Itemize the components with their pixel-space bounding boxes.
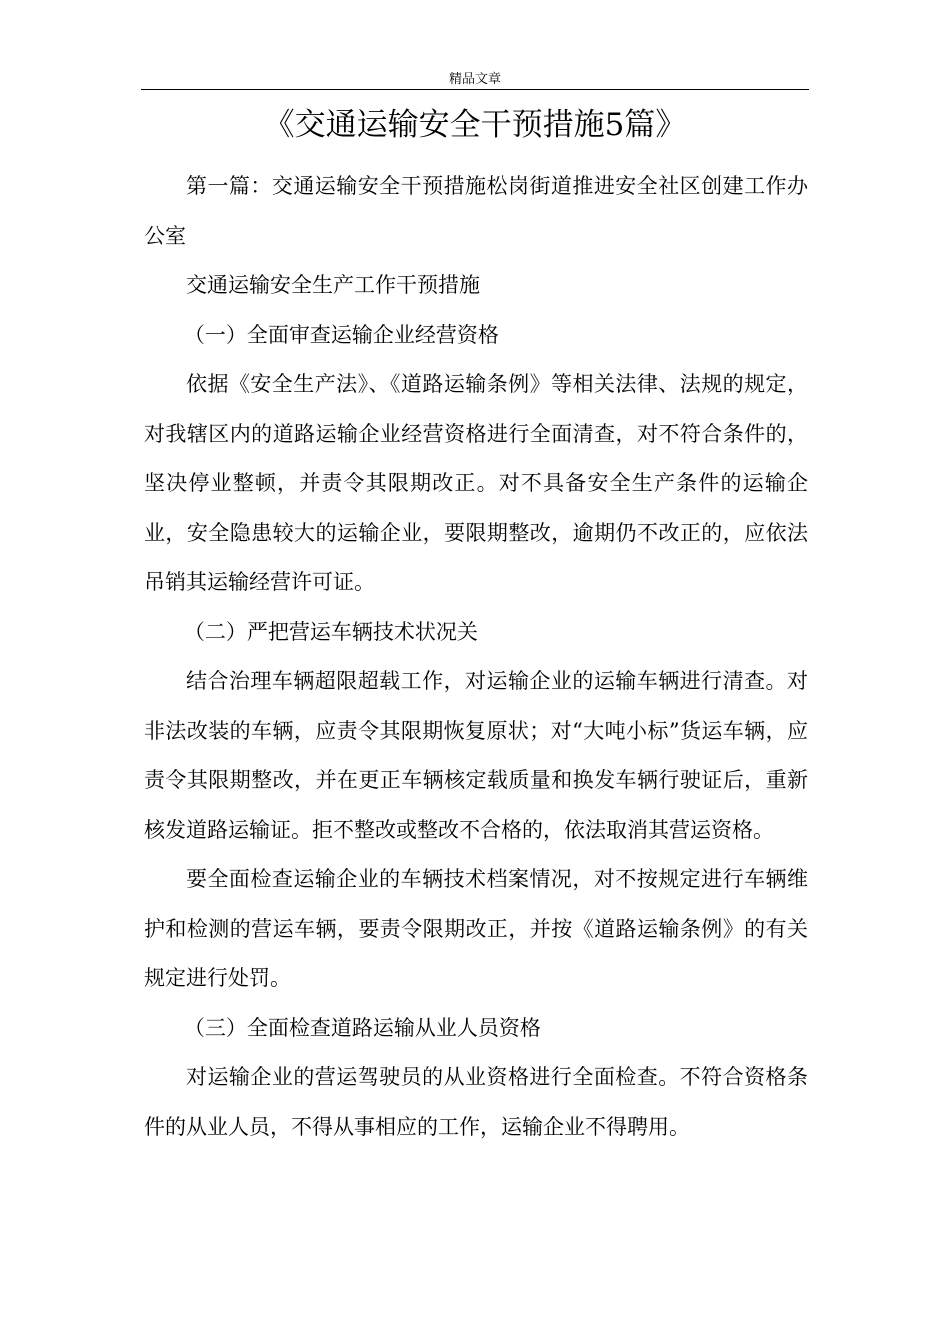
body-paragraph: 结合治理车辆超限超载工作，对运输企业的运输车辆进行清查。对非法改装的车辆，应责令其限期恢复原状；对“大吨小标”货运车辆，应责令其限期整改，并在更正车辆核定载质量和换发车辆行驶证后，重新核发道路运输证。拒不整改或整改不合格的，依法取消其营运资格。 bbox=[144, 669, 808, 842]
part-title-paragraph: 第一篇：交通运输安全干预措施松岗街道推进安全社区创建工作办公室 bbox=[144, 174, 808, 248]
section-heading-3: （三）全面检查道路运输从业人员资格 bbox=[183, 1015, 541, 1040]
section-heading-2: （二）严把营运车辆技术状况关 bbox=[183, 619, 478, 644]
document-title: 《交通运输安全干预措施5篇》 bbox=[263, 107, 687, 143]
page-header-label: 精品文章 bbox=[448, 72, 501, 87]
body-paragraph: 要全面检查运输企业的车辆技术档案情况，对不按规定进行车辆维护和检测的营运车辆，要责令限期改正，并按《道路运输条例》的有关规定进行处罚。 bbox=[144, 867, 808, 990]
document-body bbox=[144, 162, 808, 1152]
body-paragraph: 对运输企业的营运驾驶员的从业资格进行全面检查。不符合资格条件的从业人员，不得从事相应的工作，运输企业不得聘用。 bbox=[144, 1065, 808, 1139]
header-divider bbox=[141, 89, 809, 90]
subtitle-paragraph: 交通运输安全生产工作干预措施 bbox=[186, 273, 480, 297]
body-paragraph: 依据《安全生产法》、《道路运输条例》等相关法律、法规的规定，对我辖区内的道路运输企业经营资格进行全面清查，对不符合条件的，坚决停业整顿，并责令其限期改正。对不具备安全生产条件的运输企业，安全隐患较大的运输企业，要限期整改，逾期仍不改正的，应依法吊销其运输经营许可证。 bbox=[144, 372, 808, 594]
section-heading-1: （一）全面审查运输企业经营资格 bbox=[183, 322, 499, 347]
